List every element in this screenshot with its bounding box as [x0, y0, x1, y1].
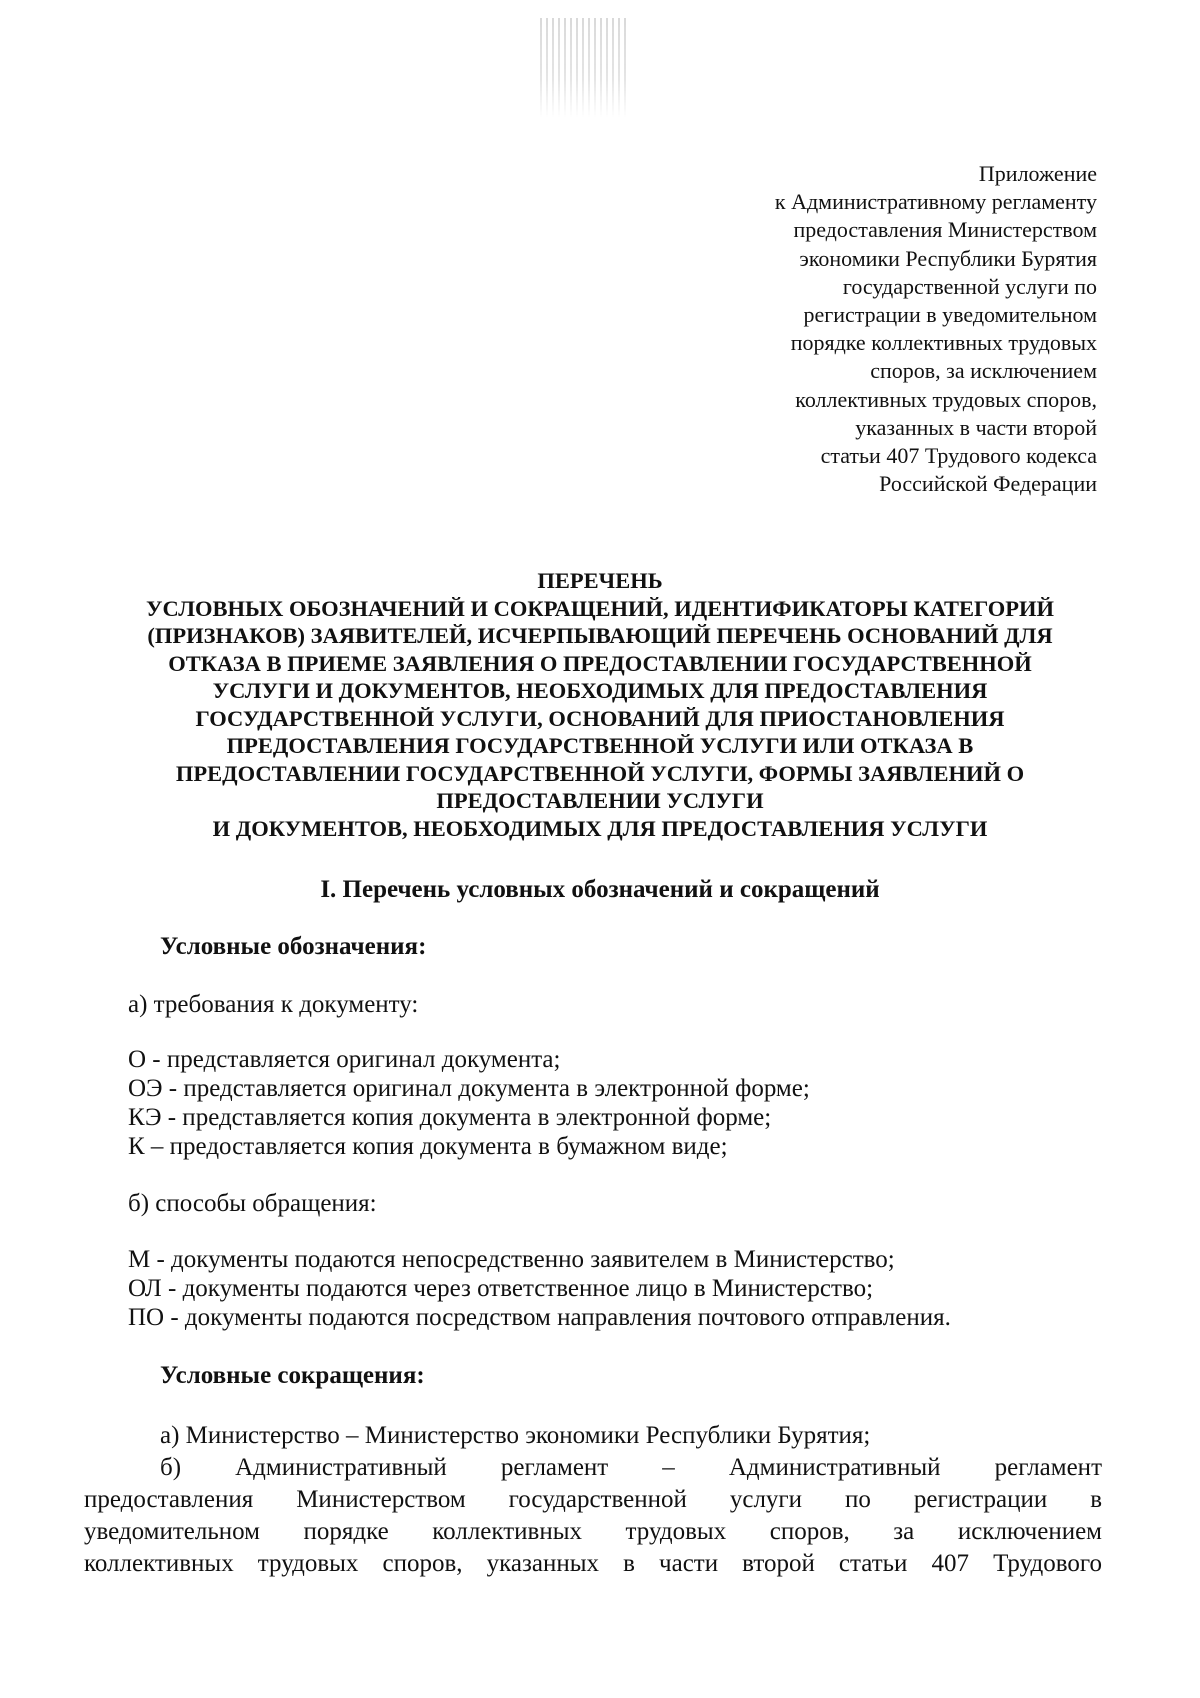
title-line: ПРЕДОСТАВЛЕНИИ УСЛУГИ — [436, 788, 764, 813]
appendix-line: государственной услуги по — [842, 273, 1097, 299]
method-item: М - документы подаются непосредственно заявителем в Министерство; — [128, 1246, 895, 1273]
paragraph-line: предоставления Министерством государственной услуги по регистрации в — [84, 1486, 1102, 1513]
requirement-item: О - представляется оригинал документа; — [128, 1046, 561, 1073]
requirement-item: ОЭ - представляется оригинал документа в электронной форме; — [128, 1075, 810, 1102]
title-line: ГОСУДАРСТВЕННОЙ УСЛУГИ, ОСНОВАНИЙ ДЛЯ ПРИОСТАНОВЛЕНИЯ — [195, 705, 1005, 731]
document-title — [60, 567, 1140, 842]
abbreviation-item: а) Министерство – Министерство экономики Республики Бурятия; — [160, 1422, 871, 1449]
method-item: ОЛ - документы подаются через ответственное лицо в Министерство; — [128, 1275, 874, 1302]
appendix-line: коллективных трудовых споров, — [795, 386, 1097, 412]
abbreviations-heading: Условные сокращения: — [160, 1362, 425, 1389]
appendix-line: к Административному регламенту — [774, 189, 1097, 215]
requirement-item: КЭ - представляется копия документа в электронной форме; — [128, 1104, 772, 1131]
requirement-item: К – предоставляется копия документа в бумажном виде; — [128, 1133, 728, 1160]
title-line: ПЕРЕЧЕНЬ — [537, 568, 663, 593]
title-line: ПРЕДОСТАВЛЕНИЯ ГОСУДАРСТВЕННОЙ УСЛУГИ ИЛИ ОТКАЗА В — [226, 733, 974, 758]
abbreviation-paragraph — [84, 1452, 1102, 1580]
methods-intro: б) способы обращения: — [128, 1190, 377, 1217]
designations-heading: Условные обозначения: — [160, 933, 427, 960]
scan-artifact — [540, 18, 630, 118]
title-line: УСЛУГИ И ДОКУМЕНТОВ, НЕОБХОДИМЫХ ДЛЯ ПРЕДОСТАВЛЕНИЯ — [212, 678, 988, 703]
requirements-intro: а) требования к документу: — [128, 991, 419, 1018]
paragraph-line: уведомительном порядке коллективных трудовых споров, за исключением — [84, 1518, 1102, 1545]
title-line: И ДОКУМЕНТОВ, НЕОБХОДИМЫХ ДЛЯ ПРЕДОСТАВЛЕНИЯ УСЛУГИ — [212, 815, 988, 841]
appendix-line: регистрации в уведомительном — [803, 302, 1097, 328]
appendix-line: предоставления Министерством — [793, 217, 1097, 243]
appendix-line: Российской Федерации — [879, 471, 1097, 497]
appendix-line: экономики Республики Бурятия — [799, 245, 1097, 271]
appendix-line: указанных в части второй — [855, 414, 1097, 440]
appendix-note — [677, 160, 1097, 498]
title-line: УСЛОВНЫХ ОБОЗНАЧЕНИЙ И СОКРАЩЕНИЙ, ИДЕНТИФИКАТОРЫ КАТЕГОРИЙ — [146, 595, 1054, 621]
appendix-line: порядке коллективных трудовых — [790, 330, 1097, 356]
appendix-line: споров, за исключением — [870, 358, 1097, 384]
title-line: ОТКАЗА В ПРИЕМЕ ЗАЯВЛЕНИЯ О ПРЕДОСТАВЛЕНИИ ГОСУДАРСТВЕННОЙ — [168, 650, 1032, 676]
appendix-line: Приложение — [978, 161, 1097, 186]
title-line: (ПРИЗНАКОВ) ЗАЯВИТЕЛЕЙ, ИСЧЕРПЫВАЮЩИЙ ПЕРЕЧЕНЬ ОСНОВАНИЙ ДЛЯ — [147, 623, 1053, 648]
method-item: ПО - документы подаются посредством направления почтового отправления. — [128, 1304, 951, 1331]
section-heading: I. Перечень условных обозначений и сокращений — [320, 876, 880, 903]
paragraph-line: коллективных трудовых споров, указанных в части второй статьи 407 Трудового — [84, 1550, 1102, 1577]
appendix-line: статьи 407 Трудового кодекса — [820, 443, 1097, 469]
paragraph-line: б) Административный регламент – Административный регламент — [160, 1454, 1102, 1481]
title-line: ПРЕДОСТАВЛЕНИИ ГОСУДАРСТВЕННОЙ УСЛУГИ, ФОРМЫ ЗАЯВЛЕНИЙ О — [175, 760, 1025, 786]
